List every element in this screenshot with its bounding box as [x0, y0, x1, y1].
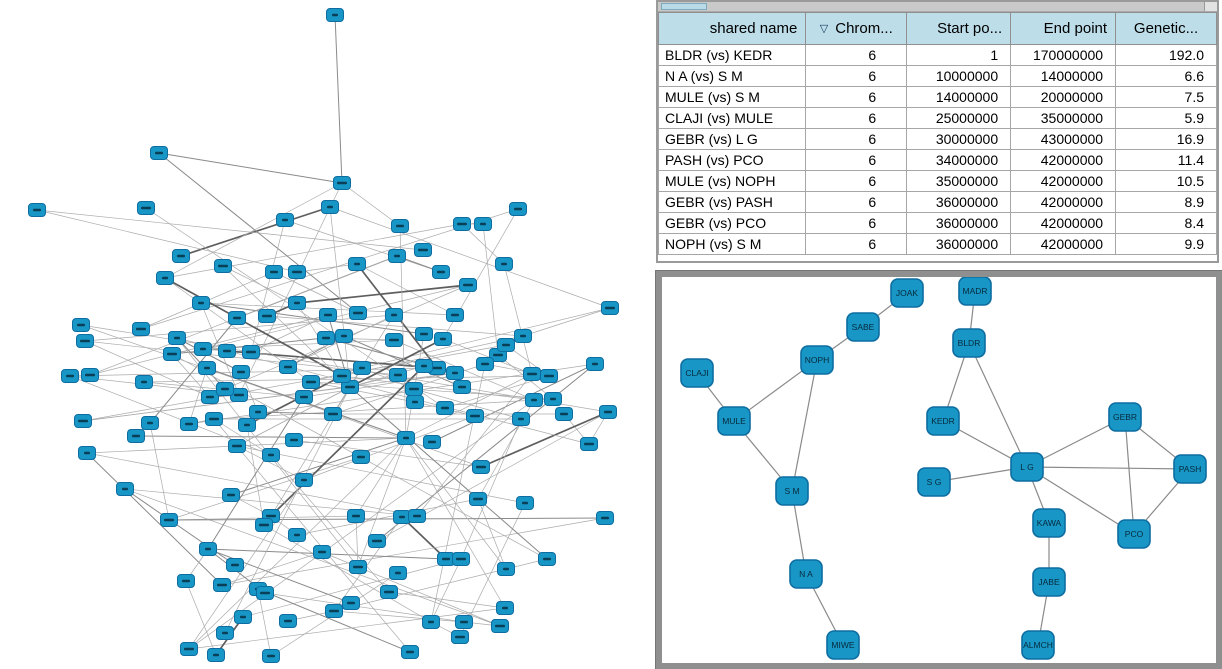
table-row[interactable] [659, 171, 1217, 192]
node-label [391, 314, 397, 316]
node-label [592, 363, 598, 365]
column-label: Start po... [937, 20, 1003, 37]
node-label: PASH [1178, 464, 1202, 474]
node-label [421, 365, 427, 367]
table-header-row [659, 13, 1217, 45]
node-label: MADR [962, 286, 988, 296]
node-label [300, 396, 308, 398]
table-row[interactable] [659, 192, 1217, 213]
network-edge [251, 220, 285, 352]
node-label [322, 337, 330, 339]
node-label: ALMCH [1023, 640, 1053, 650]
node-label [428, 441, 436, 443]
node-label [442, 558, 450, 560]
node-label [341, 335, 347, 337]
node-label [473, 498, 483, 500]
table-cell[interactable]: 6.6 [1116, 66, 1217, 87]
node-label: MULE [722, 416, 746, 426]
table-cell[interactable]: 192.0 [1116, 45, 1217, 66]
node-label [66, 375, 74, 377]
table-cell[interactable]: 7.5 [1116, 87, 1217, 108]
network-edge [342, 183, 400, 226]
network-edge [150, 423, 169, 520]
node-label [198, 302, 204, 304]
node-label [174, 337, 180, 339]
node-label [451, 314, 459, 316]
node-label [522, 502, 528, 504]
node-label: PCO [1124, 529, 1144, 539]
scrollbar-button[interactable] [1204, 2, 1217, 11]
node-label [409, 388, 419, 390]
node-label [262, 315, 272, 317]
table-cell[interactable]: 170000000 [1011, 45, 1116, 66]
node-label [246, 351, 256, 353]
table-cell[interactable]: 36000000 [907, 213, 1011, 234]
table-cell[interactable]: 6 [806, 192, 907, 213]
node-label [394, 255, 400, 257]
node-label [428, 621, 434, 623]
node-label [164, 519, 174, 521]
node-label [432, 367, 442, 369]
table-cell[interactable]: 6 [806, 213, 907, 234]
node-label [132, 435, 140, 437]
node-label [282, 219, 288, 221]
network-edge [431, 559, 461, 622]
node-label [200, 348, 206, 350]
node-label [234, 394, 244, 396]
edge-table-panel [656, 0, 1219, 263]
node-label [481, 363, 489, 365]
node-label [259, 524, 269, 526]
table-cell[interactable]: NOPH (vs) S M [659, 234, 806, 255]
table-row[interactable] [659, 150, 1217, 171]
node-label [318, 551, 326, 553]
column-label: End point [1043, 20, 1108, 37]
table-cell[interactable]: 42000000 [1011, 213, 1116, 234]
node-label [544, 375, 554, 377]
table-cell[interactable]: 34000000 [907, 150, 1011, 171]
node-label [122, 488, 128, 490]
node-label [80, 340, 90, 342]
table-row[interactable] [659, 234, 1217, 255]
node-label [267, 655, 275, 657]
node-label [502, 344, 510, 346]
node-label [270, 271, 278, 273]
table-cell[interactable]: GEBR (vs) PASH [659, 192, 806, 213]
node-label [266, 515, 276, 517]
column-header-shared-name[interactable] [659, 13, 806, 45]
node-label [470, 415, 480, 417]
node-label: JOAK [895, 288, 919, 298]
network-edge [504, 264, 532, 374]
node-label [329, 610, 339, 612]
node-label [227, 494, 235, 496]
node-label [292, 271, 302, 273]
node-label [359, 367, 365, 369]
node-label [78, 420, 88, 422]
table-cell[interactable]: 42000000 [1011, 150, 1116, 171]
node-label [185, 423, 193, 425]
node-label [384, 591, 394, 593]
node-label [136, 328, 146, 330]
table-cell[interactable]: 8.9 [1116, 192, 1217, 213]
node-label [456, 558, 466, 560]
node-label [353, 312, 363, 314]
table-cell[interactable]: 6 [806, 45, 907, 66]
node-label [244, 424, 250, 426]
network-edge [1027, 467, 1190, 469]
column-header-chromosome[interactable] [806, 13, 907, 45]
node-label [389, 339, 399, 341]
node-label [399, 516, 405, 518]
results-table-body [659, 45, 1217, 255]
table-cell[interactable]: 9.9 [1116, 234, 1217, 255]
node-label [403, 437, 409, 439]
table-cell[interactable]: 16.9 [1116, 129, 1217, 150]
node-label [268, 454, 274, 456]
node-label [205, 548, 211, 550]
node-label [543, 558, 551, 560]
node-label [141, 207, 151, 209]
network-edge [297, 285, 468, 303]
node-label [290, 439, 298, 441]
node-label [480, 223, 486, 225]
network-edge [1125, 417, 1134, 534]
table-cell[interactable]: 42000000 [1011, 234, 1116, 255]
network-edge [969, 343, 1027, 467]
table-cell[interactable]: MULE (vs) S M [659, 87, 806, 108]
node-label [605, 307, 615, 309]
node-label [463, 284, 473, 286]
table-cell[interactable]: 42000000 [1011, 192, 1116, 213]
node-label [84, 452, 90, 454]
node-label [184, 648, 194, 650]
node-label [223, 350, 231, 352]
table-cell[interactable]: 6 [806, 171, 907, 192]
node-label [357, 456, 365, 458]
table-row[interactable] [659, 45, 1217, 66]
node-label [412, 401, 418, 403]
node-label [85, 374, 95, 376]
edge-attribute-table [658, 12, 1217, 255]
node-label: NOPH [804, 355, 830, 365]
node-label [457, 223, 467, 225]
node-label [531, 399, 537, 401]
node-label [460, 621, 468, 623]
table-cell[interactable]: 11.4 [1116, 150, 1217, 171]
node-label [455, 636, 465, 638]
table-cell[interactable]: GEBR (vs) L G [659, 129, 806, 150]
node-label [527, 373, 537, 375]
table-cell[interactable]: 35000000 [1011, 108, 1116, 129]
node-label: S G [926, 477, 942, 487]
node-label [437, 271, 445, 273]
network-edge [165, 278, 342, 376]
node-label [501, 263, 507, 265]
node-label [394, 374, 402, 376]
node-label [204, 367, 210, 369]
node-label [406, 651, 414, 653]
column-header-start-position[interactable] [907, 13, 1011, 45]
network-edge [37, 210, 423, 250]
node-label [147, 422, 153, 424]
node-label [155, 152, 163, 154]
network-edge [389, 592, 505, 608]
network-edge [181, 207, 330, 256]
node-label: JABE [1038, 577, 1060, 587]
table-cell[interactable]: N A (vs) S M [659, 66, 806, 87]
node-label [294, 302, 300, 304]
node-label [294, 534, 300, 536]
table-cell[interactable]: 14000000 [1011, 66, 1116, 87]
table-cell[interactable]: 6 [806, 66, 907, 87]
table-cell[interactable]: 30000000 [907, 129, 1011, 150]
node-label [520, 335, 526, 337]
table-cell[interactable]: 8.4 [1116, 213, 1217, 234]
node-label [502, 607, 508, 609]
node-label: N A [799, 569, 813, 579]
filter-icon[interactable]: ▽ [819, 23, 829, 35]
table-cell[interactable]: CLAJI (vs) MULE [659, 108, 806, 129]
network-edge [37, 210, 297, 272]
node-label [503, 568, 509, 570]
node-label [217, 584, 227, 586]
column-header-end-point[interactable] [1011, 13, 1116, 45]
table-cell[interactable]: 25000000 [907, 108, 1011, 129]
table-cell[interactable]: 6 [806, 129, 907, 150]
node-label [240, 616, 246, 618]
node-label [396, 225, 404, 227]
node-label [167, 353, 177, 355]
node-label [232, 445, 242, 447]
network-edge [70, 368, 437, 376]
node-label [337, 182, 347, 184]
node-label: KAWA [1036, 518, 1062, 528]
table-cell[interactable]: MULE (vs) NOPH [659, 171, 806, 192]
table-row[interactable] [659, 108, 1217, 129]
horizontal-scrollbar[interactable] [658, 2, 1217, 12]
node-label [77, 324, 85, 326]
table-cell[interactable]: 5.9 [1116, 108, 1217, 129]
node-label [284, 366, 292, 368]
node-label: L G [1020, 462, 1034, 472]
node-label [328, 413, 338, 415]
node-label [441, 407, 449, 409]
table-cell[interactable]: 6 [806, 150, 907, 171]
node-label [354, 263, 360, 265]
table-cell[interactable]: 14000000 [907, 87, 1011, 108]
table-cell[interactable]: 10000000 [907, 66, 1011, 87]
network-edge [271, 455, 389, 592]
table-cell[interactable]: 6 [806, 108, 907, 129]
node-label [218, 265, 228, 267]
node-label [420, 333, 428, 335]
node-label [493, 354, 503, 356]
network-edge [304, 416, 475, 480]
selected-subnetwork-panel [656, 271, 1222, 669]
table-row[interactable] [659, 66, 1217, 87]
node-label [209, 418, 219, 420]
node-label: CLAJI [685, 368, 709, 378]
table-cell[interactable]: 1 [907, 45, 1011, 66]
node-label [345, 386, 355, 388]
node-label [237, 371, 245, 373]
network-edge [523, 308, 610, 336]
node-label [260, 592, 270, 594]
node-label: BLDR [957, 338, 981, 348]
network-edge [356, 516, 358, 567]
network-edge [159, 153, 358, 313]
node-label [601, 517, 609, 519]
column-label: Chrom... [835, 20, 893, 37]
table-cell[interactable]: 20000000 [1011, 87, 1116, 108]
node-label [337, 375, 347, 377]
node-label [584, 443, 594, 445]
scrollbar-thumb[interactable] [661, 3, 707, 10]
table-cell[interactable]: 6 [806, 87, 907, 108]
network-edge [792, 360, 817, 491]
table-cell[interactable]: 43000000 [1011, 129, 1116, 150]
node-label [213, 654, 219, 656]
node-label [182, 580, 190, 582]
node-label [347, 602, 355, 604]
table-cell[interactable]: BLDR (vs) KEDR [659, 45, 806, 66]
node-label [458, 386, 466, 388]
node-label [352, 515, 360, 517]
node-label [306, 381, 316, 383]
node-label [324, 314, 332, 316]
table-cell[interactable]: 35000000 [907, 171, 1011, 192]
node-label [206, 396, 214, 398]
node-label [301, 479, 307, 481]
node-label [222, 632, 228, 634]
node-label [233, 317, 241, 319]
table-row[interactable] [659, 129, 1217, 150]
node-label [284, 620, 292, 622]
node-label [413, 515, 421, 517]
network-edge [125, 489, 235, 565]
node-label [418, 249, 428, 251]
node-label: SABE [851, 322, 875, 332]
node-label [141, 381, 147, 383]
node-label [33, 209, 41, 211]
table-cell[interactable]: 36000000 [907, 192, 1011, 213]
node-label [162, 277, 168, 279]
node-label [395, 572, 401, 574]
node-label: GEBR [1112, 412, 1138, 422]
table-cell[interactable]: 6 [806, 234, 907, 255]
node-label [452, 372, 458, 374]
node-label [440, 338, 446, 340]
node-label [495, 625, 505, 627]
table-cell[interactable]: 42000000 [1011, 171, 1116, 192]
node-label [560, 413, 568, 415]
node-label [327, 206, 333, 208]
column-label: Genetic... [1133, 20, 1199, 37]
table-row[interactable] [659, 87, 1217, 108]
node-label [550, 398, 556, 400]
table-row[interactable] [659, 213, 1217, 234]
network-edge [483, 224, 498, 355]
node-label: S M [784, 486, 800, 496]
node-label [255, 411, 261, 413]
table-cell[interactable]: PASH (vs) PCO [659, 150, 806, 171]
table-cell[interactable]: GEBR (vs) PCO [659, 213, 806, 234]
column-header-genetic[interactable] [1116, 13, 1217, 45]
node-label: KEDR [931, 416, 955, 426]
network-edge [335, 15, 342, 183]
node-label [221, 388, 229, 390]
node-label: MIWE [831, 640, 855, 650]
node-label [372, 540, 382, 542]
node-label [518, 418, 524, 420]
table-cell[interactable]: 10.5 [1116, 171, 1217, 192]
node-label [332, 14, 338, 16]
network-edge [136, 436, 406, 438]
node-label [604, 411, 612, 413]
node-label [177, 255, 185, 257]
small-network-canvas[interactable] [662, 277, 1216, 663]
network-edge [159, 153, 342, 183]
node-label [476, 466, 486, 468]
node-label [514, 208, 522, 210]
node-label [231, 564, 239, 566]
table-cell[interactable]: 36000000 [907, 234, 1011, 255]
column-label: shared name [709, 20, 798, 37]
node-label [353, 566, 363, 568]
